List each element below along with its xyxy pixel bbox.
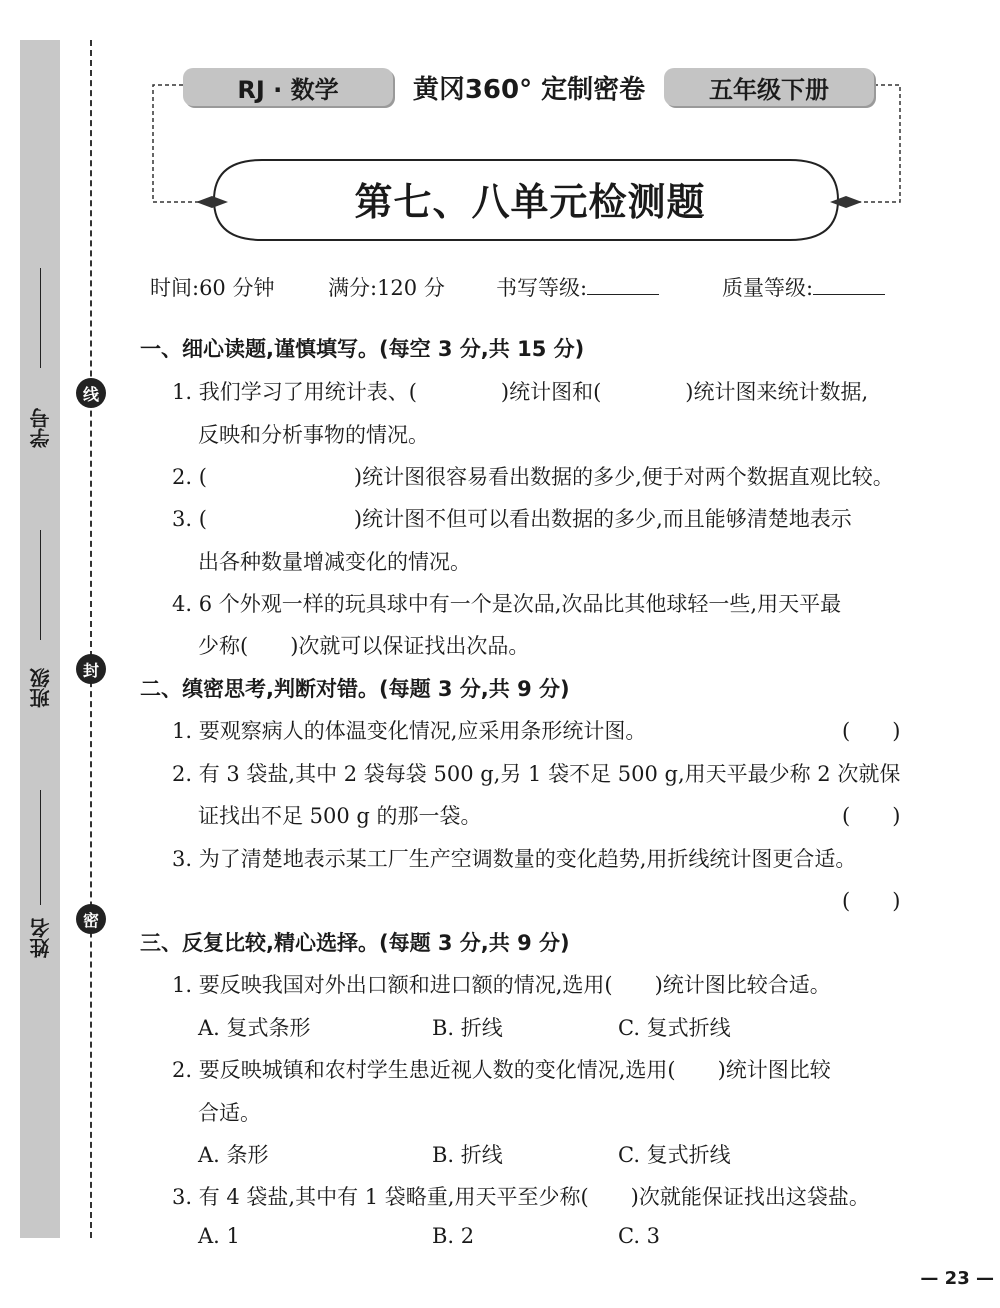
student-id-blank[interactable]	[40, 268, 41, 368]
section-1-heading: 一、细心读题,谨慎填写。(每空 3 分,共 15 分)	[140, 337, 585, 361]
s2-question-1: 1. 要观察病人的体温变化情况,应采用条形统计图。	[172, 719, 647, 743]
s3-q2-option-c[interactable]: C. 复式折线	[618, 1143, 731, 1167]
seal-feng: 封	[76, 654, 106, 684]
grade-tag: 五年级下册	[664, 68, 874, 106]
s3-q3-option-a[interactable]: A. 1	[198, 1224, 240, 1248]
s3-question-3: 3. 有 4 袋盐,其中有 1 袋略重,用天平至少称( )次就能保证找出这袋盐。	[172, 1185, 870, 1209]
class-blank[interactable]	[40, 530, 41, 640]
s3-q1-option-a[interactable]: A. 复式条形	[198, 1016, 311, 1040]
s2-question-3: 3. 为了清楚地表示某工厂生产空调数量的变化趋势,用折线统计图更合适。	[172, 847, 857, 871]
s3-q1-option-b[interactable]: B. 折线	[432, 1016, 503, 1040]
s3-question-2: 2. 要反映城镇和农村学生患近视人数的变化情况,选用( )统计图比较	[172, 1058, 831, 1082]
s1-question-3: 3. ( )统计图不但可以看出数据的多少,而且能够清楚地表示	[172, 507, 852, 531]
writing-grade	[496, 272, 659, 302]
s3-question-1: 1. 要反映我国对外出口额和进口额的情况,选用( )统计图比较合适。	[172, 973, 831, 997]
s2-question-2-cont: 证找出不足 500 g 的那一袋。	[198, 804, 482, 828]
score-info: 满分:120 分	[328, 276, 445, 300]
s1-question-2: 2. ( )统计图很容易看出数据的多少,便于对两个数据直观比较。	[172, 465, 894, 489]
page-number: — 23 —	[920, 1268, 994, 1289]
quality-grade-blank[interactable]	[813, 276, 885, 295]
class-label: 班级	[29, 668, 53, 708]
brand-title: 黄冈360° 定制密卷	[412, 74, 646, 105]
subject-tag: RJ · 数学	[183, 68, 393, 106]
s1-question-4: 4. 6 个外观一样的玩具球中有一个是次品,次品比其他球轻一些,用天平最	[172, 592, 842, 616]
s1-question-3-cont: 出各种数量增减变化的情况。	[198, 550, 471, 574]
s3-q3-option-b[interactable]: B. 2	[432, 1224, 475, 1248]
time-info: 时间:60 分钟	[150, 276, 275, 300]
name-blank[interactable]	[40, 790, 41, 905]
name-label: 姓名	[29, 918, 53, 958]
quality-grade-label: 质量等级:	[722, 276, 814, 300]
student-id-label: 学号	[29, 408, 53, 448]
s3-q2-option-a[interactable]: A. 条形	[198, 1143, 269, 1167]
s2-answer-1[interactable]: ( )	[842, 719, 901, 743]
s2-question-2: 2. 有 3 袋盐,其中 2 袋每袋 500 g,另 1 袋不足 500 g,用天平最少称 2 次就保	[172, 762, 901, 786]
seal-mi: 密	[76, 904, 106, 934]
s3-q3-option-c[interactable]: C. 3	[618, 1224, 661, 1248]
section-2-heading: 二、缜密思考,判断对错。(每题 3 分,共 9 分)	[140, 677, 570, 701]
s3-q2-option-b[interactable]: B. 折线	[432, 1143, 503, 1167]
s3-question-2-cont: 合适。	[198, 1101, 261, 1125]
s1-question-1: 1. 我们学习了用统计表、( )统计图和( )统计图来统计数据,	[172, 380, 869, 404]
s3-q1-option-c[interactable]: C. 复式折线	[618, 1016, 731, 1040]
section-3-heading: 三、反复比较,精心选择。(每题 3 分,共 9 分)	[140, 931, 570, 955]
s1-question-1-cont: 反映和分析事物的情况。	[198, 423, 429, 447]
seal-xian: 线	[76, 378, 106, 408]
page-title: 第七、八单元检测题	[354, 178, 706, 224]
quality-grade	[722, 272, 885, 302]
s1-question-4-cont: 少称( )次就可以保证找出次品。	[198, 634, 530, 658]
s2-answer-2[interactable]: ( )	[842, 804, 901, 828]
s2-answer-3[interactable]: ( )	[842, 889, 901, 913]
writing-grade-blank[interactable]	[587, 276, 659, 295]
writing-grade-label: 书写等级:	[496, 276, 588, 300]
